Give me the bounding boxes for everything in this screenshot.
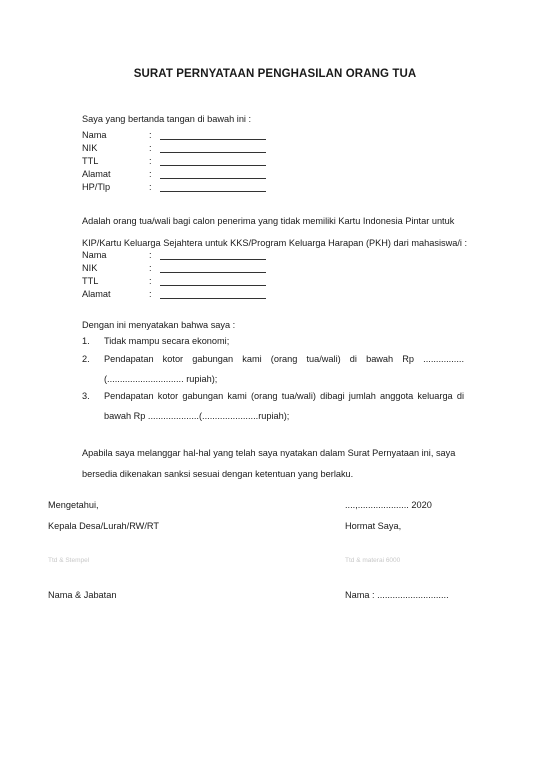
field-row xyxy=(82,143,282,155)
statement-line: Adalah orang tua/wali bagi calon penerima yang tidak memiliki Kartu Indonesia Pintar untuk xyxy=(82,216,455,226)
list-text: Tidak mampu secara ekonomi; xyxy=(104,336,230,346)
regards-label: Hormat Saya, xyxy=(345,521,402,531)
right-stamp-hint: Ttd & materai 6000 xyxy=(345,557,401,564)
list-text: Pendapatan kotor gabungan kami (orang tua/wali) dibagi jumlah anggota keluarga di bawah Rp ....................(......................rupiah); xyxy=(104,391,464,421)
statement-line: KIP/Kartu Keluarga Sejahtera untuk KKS/Program Keluarga Harapan (PKH) dari mahasiswa/i : xyxy=(82,238,468,248)
statement-text xyxy=(82,210,467,254)
field-label: TTL xyxy=(82,276,99,286)
field-row xyxy=(82,169,282,181)
intro-text: Saya yang bertanda tangan di bawah ini : xyxy=(82,114,252,124)
blank-line xyxy=(160,285,266,286)
field-colon: : xyxy=(149,182,152,192)
declare-intro: Dengan ini menyatakan bahwa saya : xyxy=(82,320,236,330)
list-text: Pendapatan kotor gabungan kami (orang tua/wali) di bawah Rp ................ (.............................. rupiah); xyxy=(104,354,464,384)
field-row xyxy=(82,276,282,288)
field-colon: : xyxy=(149,263,152,273)
field-label: NIK xyxy=(82,143,98,153)
field-label: NIK xyxy=(82,263,98,273)
field-colon: : xyxy=(149,276,152,286)
field-colon: : xyxy=(149,289,152,299)
right-name: Nama : ............................ xyxy=(345,590,449,600)
list-number: 2. xyxy=(82,354,90,364)
field-row xyxy=(82,289,282,301)
blank-line xyxy=(160,165,266,166)
closing-line: bersedia dikenakan sanksi sesuai dengan ketentuan yang berlaku. xyxy=(82,469,354,479)
field-row xyxy=(82,130,282,142)
field-label: Alamat xyxy=(82,289,111,299)
field-label: HP/Tlp xyxy=(82,182,111,192)
field-label: TTL xyxy=(82,156,99,166)
closing-text xyxy=(82,443,472,485)
field-colon: : xyxy=(149,143,152,153)
blank-line xyxy=(160,298,266,299)
list-item xyxy=(82,349,467,389)
blank-line xyxy=(160,272,266,273)
blank-line xyxy=(160,152,266,153)
blank-line xyxy=(160,259,266,260)
known-label: Mengetahui, xyxy=(48,500,99,510)
date-line: ....,.................... 2020 xyxy=(345,500,432,510)
left-name: Nama & Jabatan xyxy=(48,590,117,600)
left-role: Kepala Desa/Lurah/RW/RT xyxy=(48,521,159,531)
field-colon: : xyxy=(149,169,152,179)
field-colon: : xyxy=(149,130,152,140)
field-colon: : xyxy=(149,250,152,260)
list-number: 1. xyxy=(82,336,90,346)
field-label: Nama xyxy=(82,250,107,260)
blank-line xyxy=(160,191,266,192)
left-stamp-hint: Ttd & Stempel xyxy=(48,557,90,564)
field-row xyxy=(82,250,282,262)
field-row xyxy=(82,156,282,168)
field-colon: : xyxy=(149,156,152,166)
closing-line: Apabila saya melanggar hal-hal yang telah saya nyatakan dalam Surat Pernyataan ini, saya xyxy=(82,448,456,458)
document-title: SURAT PERNYATAAN PENGHASILAN ORANG TUA xyxy=(133,68,417,80)
blank-line xyxy=(160,139,266,140)
list-number: 3. xyxy=(82,391,90,401)
field-row xyxy=(82,263,282,275)
field-label: Nama xyxy=(82,130,107,140)
list-item xyxy=(82,331,467,351)
field-label: Alamat xyxy=(82,169,111,179)
list-item xyxy=(82,386,467,426)
blank-line xyxy=(160,178,266,179)
field-row xyxy=(82,182,282,194)
